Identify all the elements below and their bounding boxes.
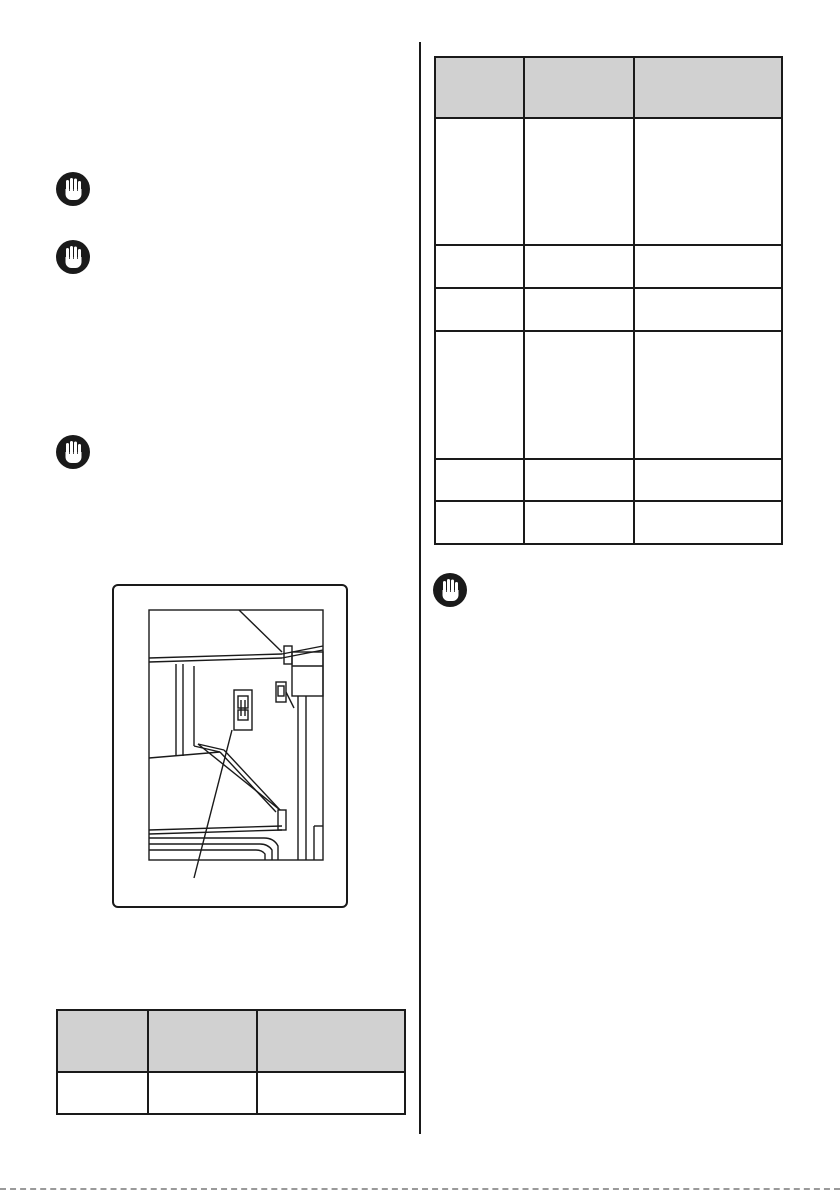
table-cell (634, 245, 782, 288)
table-cell (634, 118, 782, 245)
table-cell (148, 1072, 257, 1114)
table-header-cell (435, 57, 524, 118)
table-cell (524, 459, 634, 501)
table-cell (57, 1072, 148, 1114)
table-row (435, 288, 782, 331)
left-data-table (56, 1009, 406, 1115)
hand-stop-icon (55, 434, 91, 470)
hand-stop-icon (432, 572, 468, 608)
table-header-row (435, 57, 782, 118)
table-row (435, 331, 782, 459)
table-header-cell (634, 57, 782, 118)
right-data-table (434, 56, 783, 545)
hand-stop-icon (55, 171, 91, 207)
table-cell (524, 288, 634, 331)
table-cell (634, 331, 782, 459)
table-row (435, 501, 782, 544)
table-cell (524, 331, 634, 459)
table-cell (634, 288, 782, 331)
fridge-interior-illustration (114, 586, 346, 906)
table-header-cell (524, 57, 634, 118)
illustration-frame (112, 584, 348, 908)
table-cell (435, 501, 524, 544)
table-row (435, 118, 782, 245)
table-cell (634, 501, 782, 544)
table-header-cell (257, 1010, 405, 1072)
table-cell (524, 245, 634, 288)
column-divider (419, 42, 421, 1134)
table-row (435, 245, 782, 288)
table-cell (524, 118, 634, 245)
table-cell (634, 459, 782, 501)
table-row (435, 459, 782, 501)
table-cell (435, 288, 524, 331)
table-header-row (57, 1010, 405, 1072)
table-cell (257, 1072, 405, 1114)
table-cell (435, 245, 524, 288)
hand-stop-icon (55, 239, 91, 275)
page-bottom-rule (0, 1188, 840, 1190)
table-cell (524, 501, 634, 544)
table-header-cell (148, 1010, 257, 1072)
table-header-cell (57, 1010, 148, 1072)
table-row (57, 1072, 405, 1114)
table-cell (435, 459, 524, 501)
table-cell (435, 331, 524, 459)
table-cell (435, 118, 524, 245)
